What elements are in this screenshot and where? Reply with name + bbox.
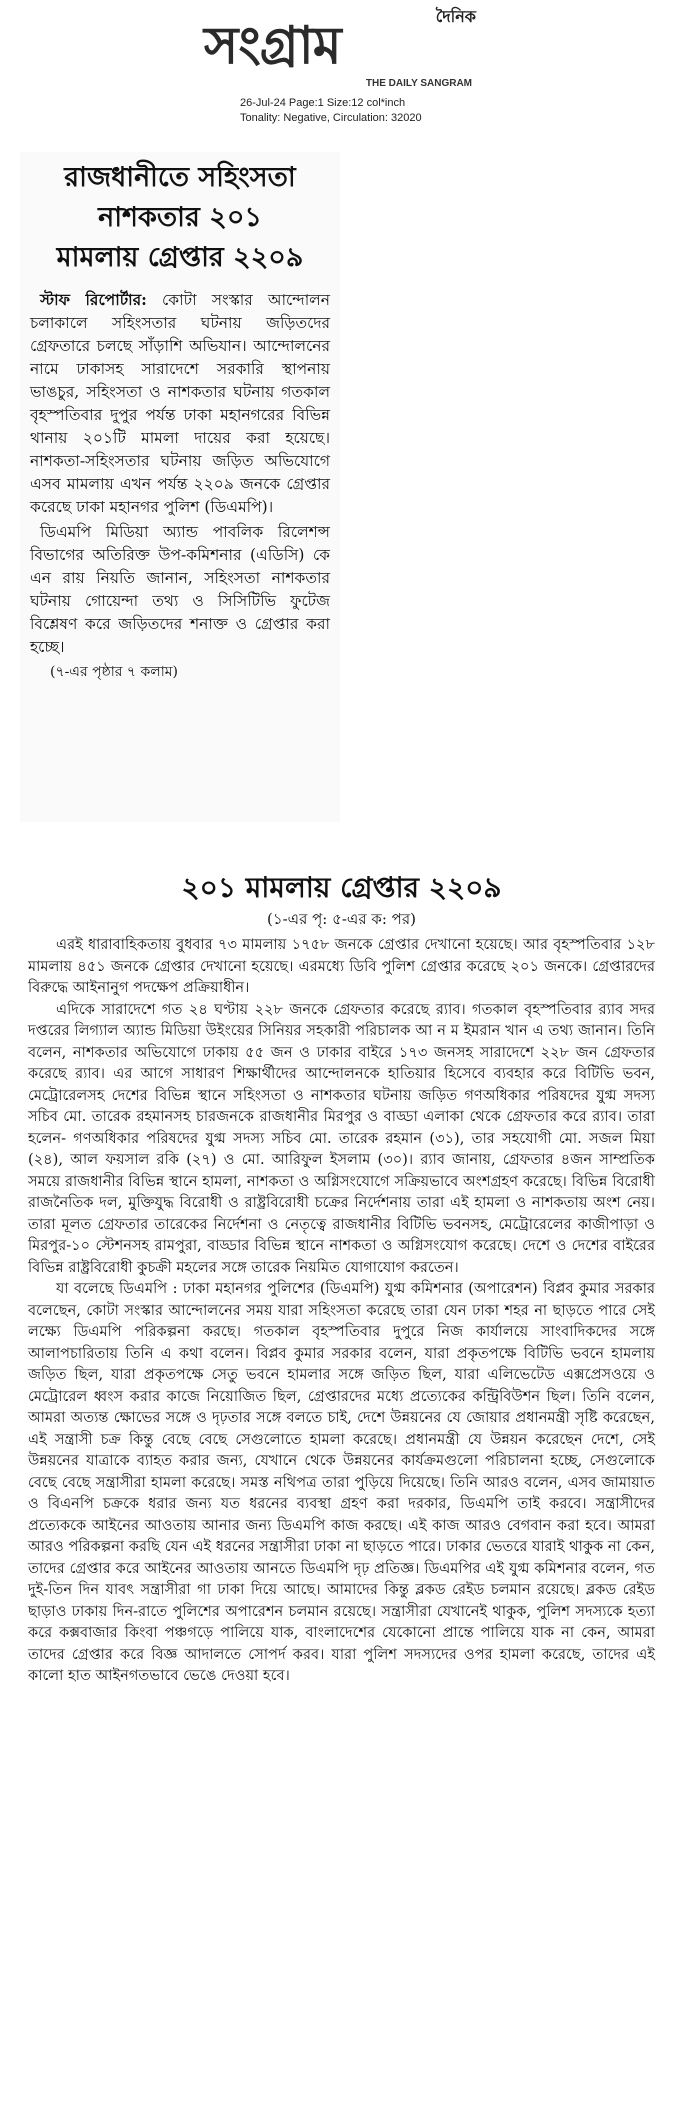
article-clipping-continuation <box>20 868 663 2113</box>
article-clipping-front <box>20 152 340 822</box>
logo-daily-word: দৈনিক <box>435 7 476 26</box>
continuation-headline: ২০১ মামলায় গ্রেপ্তার ২২০৯ <box>181 871 502 904</box>
continued-note: (৭-এর পৃষ্ঠার ৭ কলাম) <box>50 664 179 680</box>
front-headline <box>30 158 330 278</box>
clipping-meta-date: 26-Jul-24 Page:1 Size:12 col*inch <box>240 97 406 109</box>
logo-english-name: THE DAILY SANGRAM <box>365 78 472 89</box>
front-article-body <box>30 288 330 684</box>
front-paragraph: ডিএমপি মিডিয়া অ্যান্ড পাবলিক রিলেশন্স বিভাগের অতিরিক্ত উপ-কমিশনার (এডিসি) কে এন রায় নিয়তি জানান, সহিংসতা নাশকতার ঘটনায় গোয়েন্দা তথ্য ও সিসিটিভি ফুটেজ বিশ্লেষণ করে জড়িতদের শনাক্ত ও গ্রেপ্তার করা হচ্ছে। <box>30 523 330 656</box>
continuation-paragraph: এদিকে সারাদেশে গত ২৪ ঘণ্টায় ২২৮ জনকে গ্রেফতার করেছে র‌্যাব। গতকাল বৃহস্পতিবার র‌্যাব সদর দপ্তরের লিগ্যাল অ্যান্ড মিডিয়া উইংয়ের সিনিয়র সহকারী পরিচালক আ ন ম ইমরান খান এ তথ্য জানান। তিনি বলেন, নাশকতার অভিযোগে ঢাকায় ৫৫ জন ও ঢাকার বাইরে ১৭৩ জনসহ সারাদেশে ২২৮ জন গ্রেফতার করেছে র‌্যাব। এর আগে সাধারণ শিক্ষার্থীদের আন্দোলনকে হাতিয়ার হিসেবে ব্যবহার করে বিটিভি ভবন, মেট্রোরেলসহ দেশের বিভিন্ন স্থানে সহিংসতা ও নাশকতার ঘটনায় জড়িত গণঅধিকার পরিষদের যুগ্ম সদস্য সচিব মো. তারেক রহমানসহ চারজনকে রাজধানীর মিরপুর ও বাড্ডা এলাকা থেকে গ্রেফতার করে র‌্যাব। তারা হলেন- গণঅধিকার পরিষদের যুগ্ম সদস্য সচিব মো. তারেক রহমান (৩১), তার সহযোগী মো. সজল মিয়া (২৪), আল ফয়সাল রকি (২৭) ও মো. আরিফুল ইসলাম (৩০)। র‌্যাব জানায়, গ্রেফতার ৪জন সাম্প্রতিক সময়ে রাজধানীর বিভিন্ন স্থানে হামলা, নাশকতা ও অগ্নিসংযোগে সক্রিয়ভাবে অংশগ্রহণ করেছে। বিভিন্ন বিরোধী রাজনৈতিক দল, মুক্তিযুদ্ধ বিরোধী ও রাষ্ট্রবিরোধী চক্রের নির্দেশনায় তারা এই হামলা ও নাশকতায় অংশ নেয়। তারা মূলত গ্রেফতার তারেকের নির্দেশনা ও নেতৃত্বে রাজধানীর বিটিভি ভবনসহ, মেট্রোরেলের কাজীপাড়া ও মিরপুর-১০ স্টেশনসহ রামপুরা, বাড্ডার বিভিন্ন স্থানে নাশকতা ও অগ্নিসংযোগ করেছে। দেশে ও দেশের বাইরের বিভিন্ন রাষ্ট্রবিরোধী কুচক্রী মহলের সঙ্গে তারেক নিয়মিত যোগাযোগ করতেন। <box>28 1000 655 1276</box>
clipping-meta-tonality: Tonality: Negative, Circulation: 32020 <box>240 112 422 124</box>
logo-name: সংগ্রাম <box>204 16 341 76</box>
byline: স্টাফ রিপোর্টার: <box>40 290 147 309</box>
front-headline-line3: মামলায় গ্রেপ্তার ২২০৯ <box>56 242 304 273</box>
masthead <box>0 0 683 140</box>
front-paragraph-text: কোটা সংস্কার আন্দোলন চলাকালে সহিংসতার ঘটনায় জড়িতদের গ্রেফতারে চলছে সাঁড়াশি অভিযান। আন্দোলনের নামে ঢাকাসহ সারাদেশে সরকারি স্থাপনায় ভাঙচুর, সহিংসতা ও নাশকতার ঘটনায় গতকাল বৃহস্পতিবার দুপুর পর্যন্ত ঢাকা মহানগরের বিভিন্ন থানায় ২০১টি মামলা দায়ের করা হয়েছে। নাশকতা-সহিংসতার ঘটনায় জড়িত অভিযোগে এসব মামলায় এখন পর্যন্ত ২২০৯ জনকে গ্রেপ্তার করেছে ঢাকা মহানগর পুলিশ (ডিএমপি)। <box>30 291 330 516</box>
front-headline-line2: নাশকতার ২০১ <box>98 202 262 233</box>
newspaper-logo <box>196 4 476 94</box>
continuation-paragraph: এরই ধারাবাহিকতায় বুধবার ৭৩ মামলায় ১৭৫৮ জনকে গ্রেপ্তার দেখানো হয়েছে। আর বৃহস্পতিবার ১২৮ মামলায় ৪৫১ জনকে গ্রেপ্তার দেখানো হয়েছে। এরমধ্যে ডিবি পুলিশ গ্রেপ্তার করেছে ২০১ জনকে। গ্রেপ্তারদের বিরুদ্ধে আইনানুগ পদক্ষেপ প্রক্রিয়াধীন। <box>28 936 655 996</box>
continuation-body <box>28 934 655 1687</box>
front-headline-line1: রাজধানীতে সহিংসতা <box>64 162 296 193</box>
continuation-subhead: (১-এর পৃ: ৫-এর ক: পর) <box>267 910 416 928</box>
continuation-paragraph: যা বলেছে ডিএমপি : ঢাকা মহানগর পুলিশের (ডিএমপি) যুগ্ম কমিশনার (অপারেশন) বিপ্লব কুমার সরকার বলেছেন, কোটা সংস্কার আন্দোলনের সময় যারা সহিংসতা করেছে তারা যেন ঢাকা শহর না ছাড়তে পারে সেই লক্ষ্যে ডিএমপি পরিকল্পনা করছে। গতকাল বৃহস্পতিবার দুপুরে নিজ কার্যালয়ে সাংবাদিকদের সঙ্গে আলাপচারিতায় তিনি এ কথা বলেন। বিপ্লব কুমার সরকার বলেন, যারা প্রকৃতপক্ষে বিটিভি ভবনে হামলায় জড়িত ছিল, যারা প্রকৃতপক্ষে সেতু ভবনে হামলার সঙ্গে জড়িত ছিল, যারা এলিভেটেড এক্সপ্রেসওয়ে ও মেট্রোরেল ধ্বংস করার কাজে নিয়োজিত ছিল, গ্রেপ্তারদের মধ্যে প্রত্যেকের কন্ট্রিবিউশন ছিল। তিনি বলেন, আমরা অত্যন্ত ক্ষোভের সঙ্গে ও দৃঢ়তার সঙ্গে বলতে চাই, দেশে উন্নয়নের যে জোয়ার প্রধানমন্ত্রী সৃষ্টি করেছেন, এই সন্ত্রাসী চক্র কিন্তু বেছে বেছে সেগুলোতে হামলা করেছে। প্রধানমন্ত্রী যে উন্নয়ন করেছেন দেশে, সেই উন্নয়নের যাত্রাকে ব্যাহত করার জন্য, যেখানে থেকে উন্নয়নের কার্যক্রমগুলো পরিচালনা হচ্ছে, সেগুলোকে বেছে বেছে সন্ত্রাসীরা হামলা করেছে। সমস্ত নথিপত্র তারা পুড়িয়ে দিয়েছে। তিনি আরও বলেন, এসব জামায়াত ও বিএনপি চক্রকে ধরার জন্য যত ধরনের ব্যবস্থা গ্রহণ করা দরকার, ডিএমপি তাই করবে। সন্ত্রাসীদের প্রত্যেককে আইনের আওতায় আনার জন্য ডিএমপি কাজ করছে। এই কাজ আরও বেগবান করা হবে। আমরা আরও পরিকল্পনা করছি যেন এই ধরনের সন্ত্রাসীরা ঢাকা না ছাড়তে পারে। ঢাকার ভেতরে যারাই থাকুক না কেন, তাদের গ্রেপ্তার করে আইনের আওতায় আনতে ডিএমপি দৃঢ় প্রতিজ্ঞ। ডিএমপির এই যুগ্ম কমিশনার বলেন, গত দুই-তিন দিন যাবৎ সন্ত্রাসীরা গা ঢাকা দিয়ে আছে। আমাদের কিন্তু ব্লকড রেইড চলমান রয়েছে। ব্লকড রেইড ছাড়াও ঢাকায় দিন-রাতে পুলিশের অপারেশন চলমান রয়েছে। সন্ত্রাসীরা যেখানেই থাকুক, পুলিশ সদস্যকে হত্যা করে কক্সবাজার কিংবা পঞ্চগড়ে পালিয়ে যাক, বাংলাদেশের যেকোনো প্রান্তে পালিয়ে যাক না কেন, আমরা তাদের গ্রেপ্তার করে বিজ্ঞ আদালতে সোপর্দ করব। যারা পুলিশ সদস্যদের ওপর হামলা করেছে, তাদের এই কালো হাত আইনগতভাবে ভেঙে দেওয়া হবে। <box>28 1280 655 1684</box>
front-paragraph <box>30 288 330 519</box>
